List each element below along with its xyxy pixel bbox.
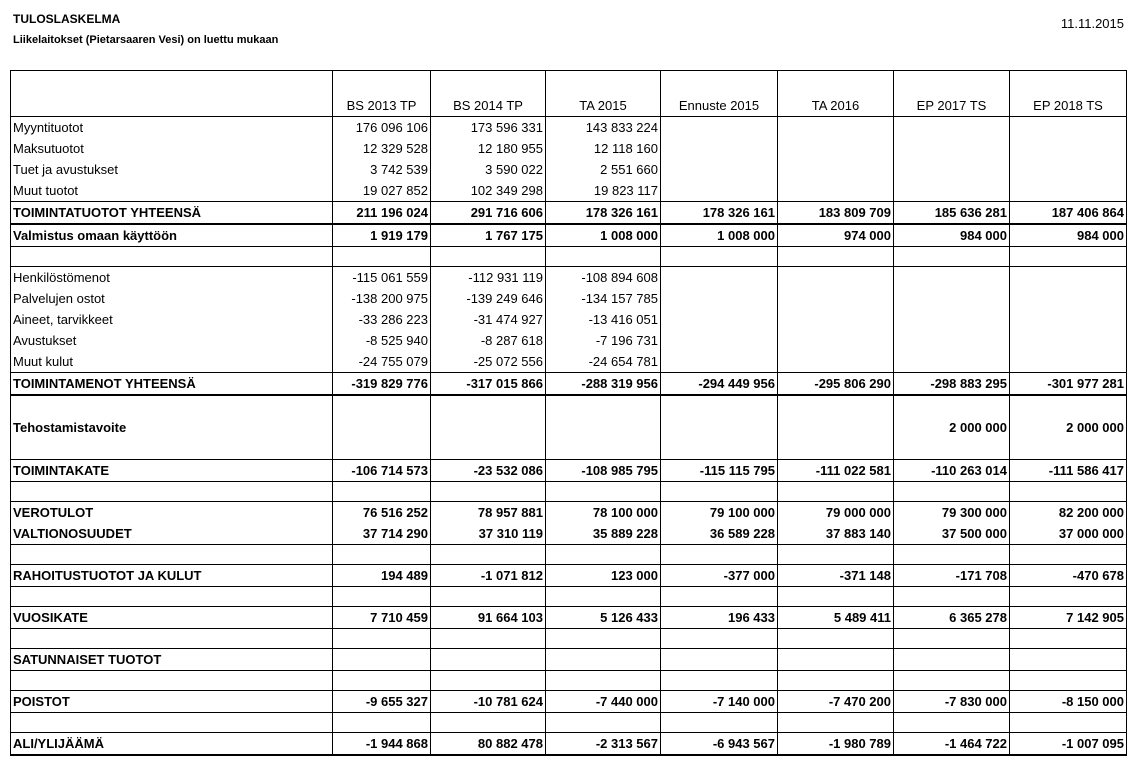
table-cell: -7 196 731 (546, 330, 661, 351)
table-row (11, 180, 1127, 202)
row-label: Muut kulut (11, 351, 333, 373)
table-cell (661, 545, 778, 565)
column-header: EP 2018 TS (1010, 71, 1127, 117)
table-row (11, 395, 1127, 460)
table-cell (894, 180, 1010, 202)
table-cell: 194 489 (333, 565, 431, 587)
table-cell (661, 247, 778, 267)
table-cell: -24 654 781 (546, 351, 661, 373)
row-label: Maksutuotot (11, 138, 333, 159)
table-cell: -138 200 975 (333, 288, 431, 309)
table-cell (894, 159, 1010, 180)
table-cell: -115 061 559 (333, 267, 431, 289)
column-header-label (11, 71, 333, 117)
table-row (11, 351, 1127, 373)
column-header: BS 2014 TP (431, 71, 546, 117)
table-cell (333, 247, 431, 267)
table-cell: 984 000 (894, 224, 1010, 247)
table-cell (778, 629, 894, 649)
table-cell: 82 200 000 (1010, 502, 1127, 524)
table-cell: 7 142 905 (1010, 607, 1127, 629)
table-cell: -294 449 956 (661, 373, 778, 396)
table-cell (546, 649, 661, 671)
table-cell (1010, 587, 1127, 607)
table-cell (1010, 330, 1127, 351)
table-cell (778, 351, 894, 373)
row-label: Tehostamistavoite (11, 395, 333, 460)
table-cell: 12 180 955 (431, 138, 546, 159)
row-label: Henkilöstömenot (11, 267, 333, 289)
table-cell: 1 919 179 (333, 224, 431, 247)
table-cell: 79 300 000 (894, 502, 1010, 524)
table-cell (661, 482, 778, 502)
table-cell (778, 649, 894, 671)
table-cell: -111 022 581 (778, 460, 894, 482)
table-row (11, 138, 1127, 159)
column-header: TA 2016 (778, 71, 894, 117)
table-cell: -319 829 776 (333, 373, 431, 396)
table-row (11, 565, 1127, 587)
report-date: 11.11.2015 (1060, 16, 1124, 31)
table-row (11, 224, 1127, 247)
table-cell (546, 247, 661, 267)
table-cell: 36 589 228 (661, 523, 778, 545)
table-cell: -470 678 (1010, 565, 1127, 587)
table-cell: 1 767 175 (431, 224, 546, 247)
column-header: Ennuste 2015 (661, 71, 778, 117)
table-cell (661, 649, 778, 671)
table-cell: 178 326 161 (661, 202, 778, 225)
table-cell (333, 587, 431, 607)
table-cell (1010, 138, 1127, 159)
table-cell: -115 115 795 (661, 460, 778, 482)
table-cell: -10 781 624 (431, 691, 546, 713)
row-label: TOIMINTAMENOT YHTEENSÄ (11, 373, 333, 396)
table-row (11, 587, 1127, 607)
table-cell: 1 008 000 (661, 224, 778, 247)
table-cell: -7 140 000 (661, 691, 778, 713)
table-cell: -13 416 051 (546, 309, 661, 330)
table-cell: 37 000 000 (1010, 523, 1127, 545)
table-cell: -1 071 812 (431, 565, 546, 587)
table-row (11, 460, 1127, 482)
table-cell (778, 267, 894, 289)
column-header-row (11, 71, 1127, 117)
table-cell: 35 889 228 (546, 523, 661, 545)
table-cell (333, 671, 431, 691)
table-cell: 12 329 528 (333, 138, 431, 159)
table-cell: 143 833 224 (546, 117, 661, 139)
row-label: VEROTULOT (11, 502, 333, 524)
table-cell: 12 118 160 (546, 138, 661, 159)
table-cell: -25 072 556 (431, 351, 546, 373)
table-cell (333, 545, 431, 565)
row-label: TOIMINTATUOTOT YHTEENSÄ (11, 202, 333, 225)
table-cell (894, 309, 1010, 330)
table-cell (431, 713, 546, 733)
table-cell (778, 330, 894, 351)
row-label (11, 629, 333, 649)
table-row (11, 247, 1127, 267)
row-label (11, 247, 333, 267)
row-label: SATUNNAISET TUOTOT (11, 649, 333, 671)
row-label: Myyntituotot (11, 117, 333, 139)
table-cell (1010, 267, 1127, 289)
table-cell (661, 267, 778, 289)
table-cell (778, 247, 894, 267)
table-row (11, 330, 1127, 351)
table-cell (778, 587, 894, 607)
table-cell: -106 714 573 (333, 460, 431, 482)
table-cell: 1 008 000 (546, 224, 661, 247)
table-row (11, 117, 1127, 139)
table-cell (546, 671, 661, 691)
table-cell: 37 310 119 (431, 523, 546, 545)
table-cell: 123 000 (546, 565, 661, 587)
table-cell: -2 313 567 (546, 733, 661, 756)
table-cell (661, 288, 778, 309)
table-cell (778, 713, 894, 733)
table-row (11, 373, 1127, 396)
table-cell: -377 000 (661, 565, 778, 587)
report-title: TULOSLASKELMA (13, 12, 121, 26)
column-header: EP 2017 TS (894, 71, 1010, 117)
table-body (11, 71, 1127, 756)
row-label: Palvelujen ostot (11, 288, 333, 309)
table-cell: 19 823 117 (546, 180, 661, 202)
table-cell (1010, 159, 1127, 180)
row-label: VALTIONOSUUDET (11, 523, 333, 545)
table-cell: 37 883 140 (778, 523, 894, 545)
table-cell (661, 713, 778, 733)
table-cell (1010, 545, 1127, 565)
table-cell: 76 516 252 (333, 502, 431, 524)
table-cell (894, 587, 1010, 607)
table-cell: -7 440 000 (546, 691, 661, 713)
table-cell (1010, 117, 1127, 139)
table-cell (894, 713, 1010, 733)
table-cell (661, 138, 778, 159)
table-cell (661, 587, 778, 607)
table-cell: -23 532 086 (431, 460, 546, 482)
table-cell (778, 180, 894, 202)
row-label: TOIMINTAKATE (11, 460, 333, 482)
table-cell: -111 586 417 (1010, 460, 1127, 482)
table-cell (546, 395, 661, 460)
table-cell: 5 489 411 (778, 607, 894, 629)
table-cell: -8 525 940 (333, 330, 431, 351)
table-cell (333, 713, 431, 733)
table-cell: -7 470 200 (778, 691, 894, 713)
table-cell (1010, 629, 1127, 649)
table-cell: -110 263 014 (894, 460, 1010, 482)
table-cell: 19 027 852 (333, 180, 431, 202)
table-cell: 3 742 539 (333, 159, 431, 180)
table-row (11, 671, 1127, 691)
table-cell (546, 482, 661, 502)
table-cell (894, 351, 1010, 373)
table-cell: -31 474 927 (431, 309, 546, 330)
table-cell (1010, 180, 1127, 202)
table-cell: -171 708 (894, 565, 1010, 587)
table-cell: -33 286 223 (333, 309, 431, 330)
table-cell (661, 117, 778, 139)
table-cell (894, 629, 1010, 649)
table-cell: -317 015 866 (431, 373, 546, 396)
table-cell (894, 671, 1010, 691)
table-cell: -1 007 095 (1010, 733, 1127, 756)
table-cell (1010, 351, 1127, 373)
table-cell: 102 349 298 (431, 180, 546, 202)
table-row (11, 545, 1127, 565)
table-cell: -108 894 608 (546, 267, 661, 289)
table-cell: 79 000 000 (778, 502, 894, 524)
table-cell (1010, 482, 1127, 502)
table-cell (661, 671, 778, 691)
row-label: Avustukset (11, 330, 333, 351)
table-cell: -7 830 000 (894, 691, 1010, 713)
table-cell (661, 395, 778, 460)
table-cell (546, 713, 661, 733)
table-row (11, 713, 1127, 733)
table-row (11, 482, 1127, 502)
table-cell (661, 351, 778, 373)
table-cell (661, 180, 778, 202)
table-cell: 7 710 459 (333, 607, 431, 629)
table-cell (778, 117, 894, 139)
table-row (11, 523, 1127, 545)
table-cell (894, 267, 1010, 289)
table-cell: -112 931 119 (431, 267, 546, 289)
table-cell (1010, 288, 1127, 309)
table-cell (431, 587, 546, 607)
row-label (11, 671, 333, 691)
table-cell: -139 249 646 (431, 288, 546, 309)
row-label (11, 713, 333, 733)
row-label: Valmistus omaan käyttöön (11, 224, 333, 247)
table-cell (894, 247, 1010, 267)
table-cell: 80 882 478 (431, 733, 546, 756)
table-cell: 37 500 000 (894, 523, 1010, 545)
table-cell (661, 309, 778, 330)
table-cell: 173 596 331 (431, 117, 546, 139)
table-cell: 187 406 864 (1010, 202, 1127, 225)
table-cell: 3 590 022 (431, 159, 546, 180)
row-label: RAHOITUSTUOTOT JA KULUT (11, 565, 333, 587)
table-cell: 37 714 290 (333, 523, 431, 545)
table-cell: -9 655 327 (333, 691, 431, 713)
table-cell: 5 126 433 (546, 607, 661, 629)
table-cell (333, 649, 431, 671)
column-header: TA 2015 (546, 71, 661, 117)
table-cell (333, 395, 431, 460)
table-cell: -1 464 722 (894, 733, 1010, 756)
table-cell (546, 629, 661, 649)
table-cell: 984 000 (1010, 224, 1127, 247)
table-cell: 2 000 000 (1010, 395, 1127, 460)
table-row (11, 267, 1127, 289)
table-cell (778, 482, 894, 502)
table-row (11, 607, 1127, 629)
table-cell (546, 587, 661, 607)
table-cell (431, 629, 546, 649)
table-cell: -8 150 000 (1010, 691, 1127, 713)
table-cell: -108 985 795 (546, 460, 661, 482)
table-cell (431, 649, 546, 671)
row-label: VUOSIKATE (11, 607, 333, 629)
table-cell (1010, 713, 1127, 733)
table-row (11, 629, 1127, 649)
report-subtitle: Liikelaitokset (Pietarsaaren Vesi) on luettu mukaan (13, 34, 279, 46)
table-cell: 211 196 024 (333, 202, 431, 225)
table-cell (894, 649, 1010, 671)
table-cell (661, 330, 778, 351)
table-cell (894, 330, 1010, 351)
table-cell (661, 159, 778, 180)
table-row (11, 309, 1127, 330)
table-cell: -371 148 (778, 565, 894, 587)
table-cell: 974 000 (778, 224, 894, 247)
table-row (11, 649, 1127, 671)
table-cell: 291 716 606 (431, 202, 546, 225)
table-cell: -1 944 868 (333, 733, 431, 756)
table-cell (778, 138, 894, 159)
table-cell: -295 806 290 (778, 373, 894, 396)
table-cell (778, 545, 894, 565)
table-cell: 78 957 881 (431, 502, 546, 524)
table-cell (1010, 649, 1127, 671)
table-cell (894, 482, 1010, 502)
table-cell: 176 096 106 (333, 117, 431, 139)
table-cell: 2 551 660 (546, 159, 661, 180)
row-label: Muut tuotot (11, 180, 333, 202)
table-cell: -1 980 789 (778, 733, 894, 756)
table-row (11, 202, 1127, 225)
table-cell (1010, 247, 1127, 267)
row-label: Tuet ja avustukset (11, 159, 333, 180)
table-cell (431, 482, 546, 502)
table-row (11, 288, 1127, 309)
table-cell (1010, 671, 1127, 691)
table-cell (431, 247, 546, 267)
table-cell (778, 395, 894, 460)
column-header: BS 2013 TP (333, 71, 431, 117)
row-label (11, 587, 333, 607)
table-cell: 178 326 161 (546, 202, 661, 225)
table-cell: -6 943 567 (661, 733, 778, 756)
table-cell (1010, 309, 1127, 330)
table-cell (546, 545, 661, 565)
table-cell (431, 545, 546, 565)
table-cell (894, 138, 1010, 159)
table-cell: 183 809 709 (778, 202, 894, 225)
row-label: Aineet, tarvikkeet (11, 309, 333, 330)
table-cell: 185 636 281 (894, 202, 1010, 225)
table-cell (333, 629, 431, 649)
income-statement-table (10, 70, 1127, 756)
table-cell: 91 664 103 (431, 607, 546, 629)
table-row (11, 691, 1127, 713)
table-cell: -298 883 295 (894, 373, 1010, 396)
table-cell (894, 117, 1010, 139)
table-cell: -134 157 785 (546, 288, 661, 309)
row-label: ALI/YLIJÄÄMÄ (11, 733, 333, 756)
row-label: POISTOT (11, 691, 333, 713)
table-cell (778, 671, 894, 691)
table-cell: 79 100 000 (661, 502, 778, 524)
table-cell (894, 288, 1010, 309)
table-cell (894, 545, 1010, 565)
table-cell: 6 365 278 (894, 607, 1010, 629)
table-cell: 78 100 000 (546, 502, 661, 524)
table-cell: -288 319 956 (546, 373, 661, 396)
table-row (11, 502, 1127, 524)
table-cell (431, 671, 546, 691)
table-cell (778, 288, 894, 309)
table-row (11, 733, 1127, 756)
table-row (11, 159, 1127, 180)
row-label (11, 545, 333, 565)
table-cell: -8 287 618 (431, 330, 546, 351)
table-cell (333, 482, 431, 502)
table-cell (431, 395, 546, 460)
table-cell (778, 159, 894, 180)
table-cell (778, 309, 894, 330)
table-cell: -24 755 079 (333, 351, 431, 373)
table-cell: 196 433 (661, 607, 778, 629)
table-cell (661, 629, 778, 649)
table-cell: 2 000 000 (894, 395, 1010, 460)
table-cell: -301 977 281 (1010, 373, 1127, 396)
row-label (11, 482, 333, 502)
